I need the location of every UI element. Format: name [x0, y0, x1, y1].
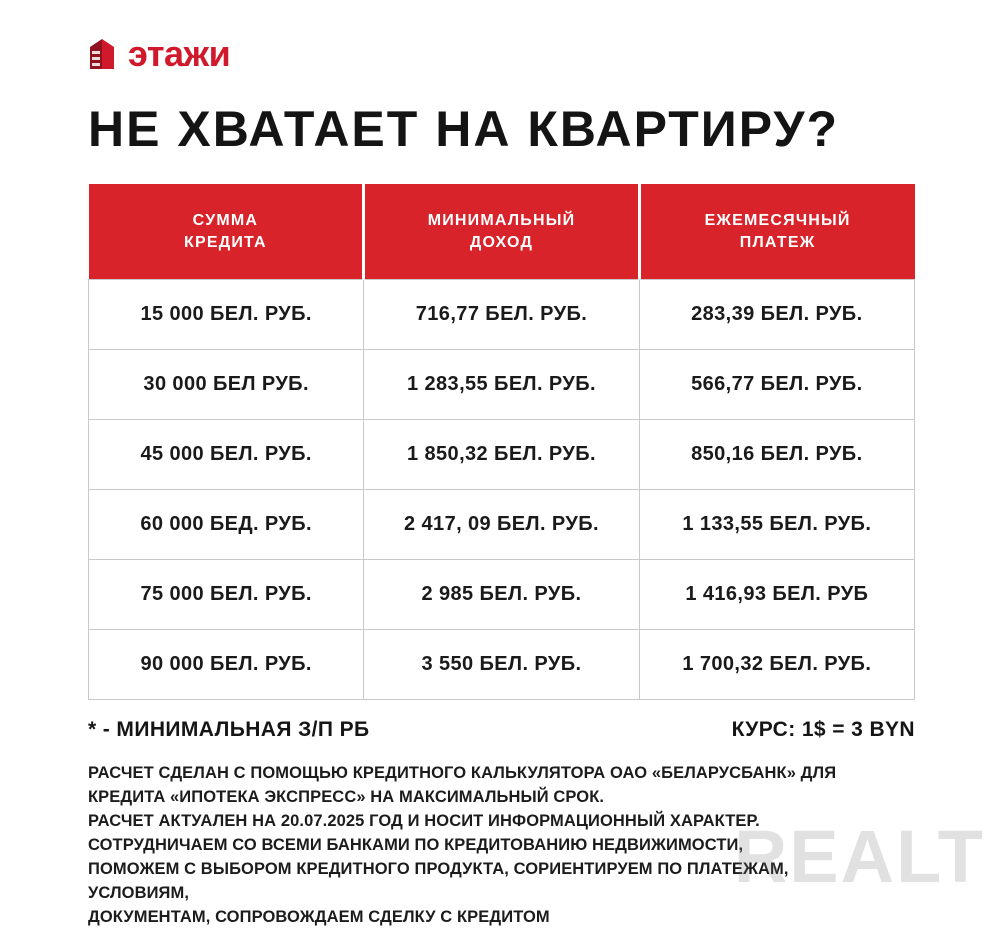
cell-min-income: 1 283,55 БЕЛ. РУБ.	[364, 350, 639, 420]
watermark: REALT	[733, 815, 985, 898]
disclaimer-line-1: РАСЧЕТ СДЕЛАН С ПОМОЩЬЮ КРЕДИТНОГО КАЛЬКУЛЯТОРА ОАО «БЕЛАРУСБАНК» ДЛЯ	[88, 764, 837, 783]
cell-credit-sum: 75 000 БЕЛ. РУБ.	[89, 560, 364, 630]
brand-logo	[88, 30, 915, 78]
column-header-credit-sum	[89, 184, 364, 280]
exchange-rate-note: КУРС: 1$ = 3 BYN	[731, 718, 915, 742]
disclaimer-line-2: КРЕДИТА «ИПОТЕКА ЭКСПРЕСС» НА МАКСИМАЛЬНЫЙ СРОК.	[88, 788, 605, 807]
column-header-credit-sum-line2: КРЕДИТА	[184, 233, 267, 251]
cell-monthly-payment: 850,16 БЕЛ. РУБ.	[639, 420, 914, 490]
cell-credit-sum: 15 000 БЕЛ. РУБ.	[89, 280, 364, 350]
cell-monthly-payment: 566,77 БЕЛ. РУБ.	[639, 350, 914, 420]
column-header-credit-sum-line1: СУММА	[192, 212, 259, 229]
cell-monthly-payment: 1 133,55 БЕЛ. РУБ.	[639, 490, 914, 560]
disclaimer-line-5: ПОМОЖЕМ С ВЫБОРОМ КРЕДИТНОГО ПРОДУКТА, СОРИЕНТИРУЕМ ПО ПЛАТЕЖАМ,	[88, 859, 789, 878]
cell-credit-sum: 90 000 БЕЛ. РУБ.	[89, 630, 364, 700]
cell-min-income: 716,77 БЕЛ. РУБ.	[364, 280, 639, 350]
cell-min-income: 2 417, 09 БЕЛ. РУБ.	[364, 490, 639, 560]
column-header-min-income-line1: МИНИМАЛЬНЫЙ	[427, 212, 576, 229]
cell-min-income: 1 850,32 БЕЛ. РУБ.	[364, 420, 639, 490]
column-header-monthly-payment	[639, 184, 914, 280]
page-title: НЕ ХВАТАЕТ НА КВАРТИРУ?	[88, 101, 840, 157]
cell-monthly-payment: 283,39 БЕЛ. РУБ.	[639, 280, 914, 350]
notes-row	[88, 718, 915, 742]
column-header-monthly-payment-line2: ПЛАТЕЖ	[739, 233, 816, 251]
cell-credit-sum: 60 000 БЕД. РУБ.	[89, 490, 364, 560]
cell-monthly-payment: 1 416,93 БЕЛ. РУБ	[639, 560, 914, 630]
disclaimer-line-4: СОТРУДНИЧАЕМ СО ВСЕМИ БАНКАМИ ПО КРЕДИТОВАНИЮ НЕДВИЖИМОСТИ,	[88, 835, 744, 854]
cell-monthly-payment: 1 700,32 БЕЛ. РУБ.	[639, 630, 914, 700]
cell-min-income: 3 550 БЕЛ. РУБ.	[364, 630, 639, 700]
column-header-min-income	[364, 184, 639, 280]
brand-name: этажи	[128, 33, 231, 74]
table-row	[89, 350, 915, 420]
table-row	[89, 560, 915, 630]
table-row	[89, 630, 915, 700]
table-row	[89, 420, 915, 490]
column-header-monthly-payment-line1: ЕЖЕМЕСЯЧНЫЙ	[704, 212, 851, 229]
disclaimer-line-6: УСЛОВИЯМ,	[88, 883, 190, 902]
credit-table	[88, 184, 915, 700]
column-header-min-income-line2: ДОХОД	[469, 233, 534, 251]
footnote-min-salary: * - МИНИМАЛЬНАЯ З/П РБ	[88, 718, 370, 742]
disclaimer-line-3: РАСЧЕТ АКТУАЛЕН НА 20.07.2025 ГОД И НОСИТ ИНФОРМАЦИОННЫЙ ХАРАКТЕР.	[88, 812, 760, 831]
cell-credit-sum: 30 000 БЕЛ РУБ.	[89, 350, 364, 420]
building-logo-icon	[88, 37, 118, 71]
table-row	[89, 490, 915, 560]
table-header-row	[89, 184, 915, 280]
cell-min-income: 2 985 БЕЛ. РУБ.	[364, 560, 639, 630]
cell-credit-sum: 45 000 БЕЛ. РУБ.	[89, 420, 364, 490]
disclaimer-text	[88, 762, 928, 929]
disclaimer-line-7: ДОКУМЕНТАМ, СОПРОВОЖДАЕМ СДЕЛКУ С КРЕДИТОМ	[88, 907, 550, 926]
table-row	[89, 280, 915, 350]
